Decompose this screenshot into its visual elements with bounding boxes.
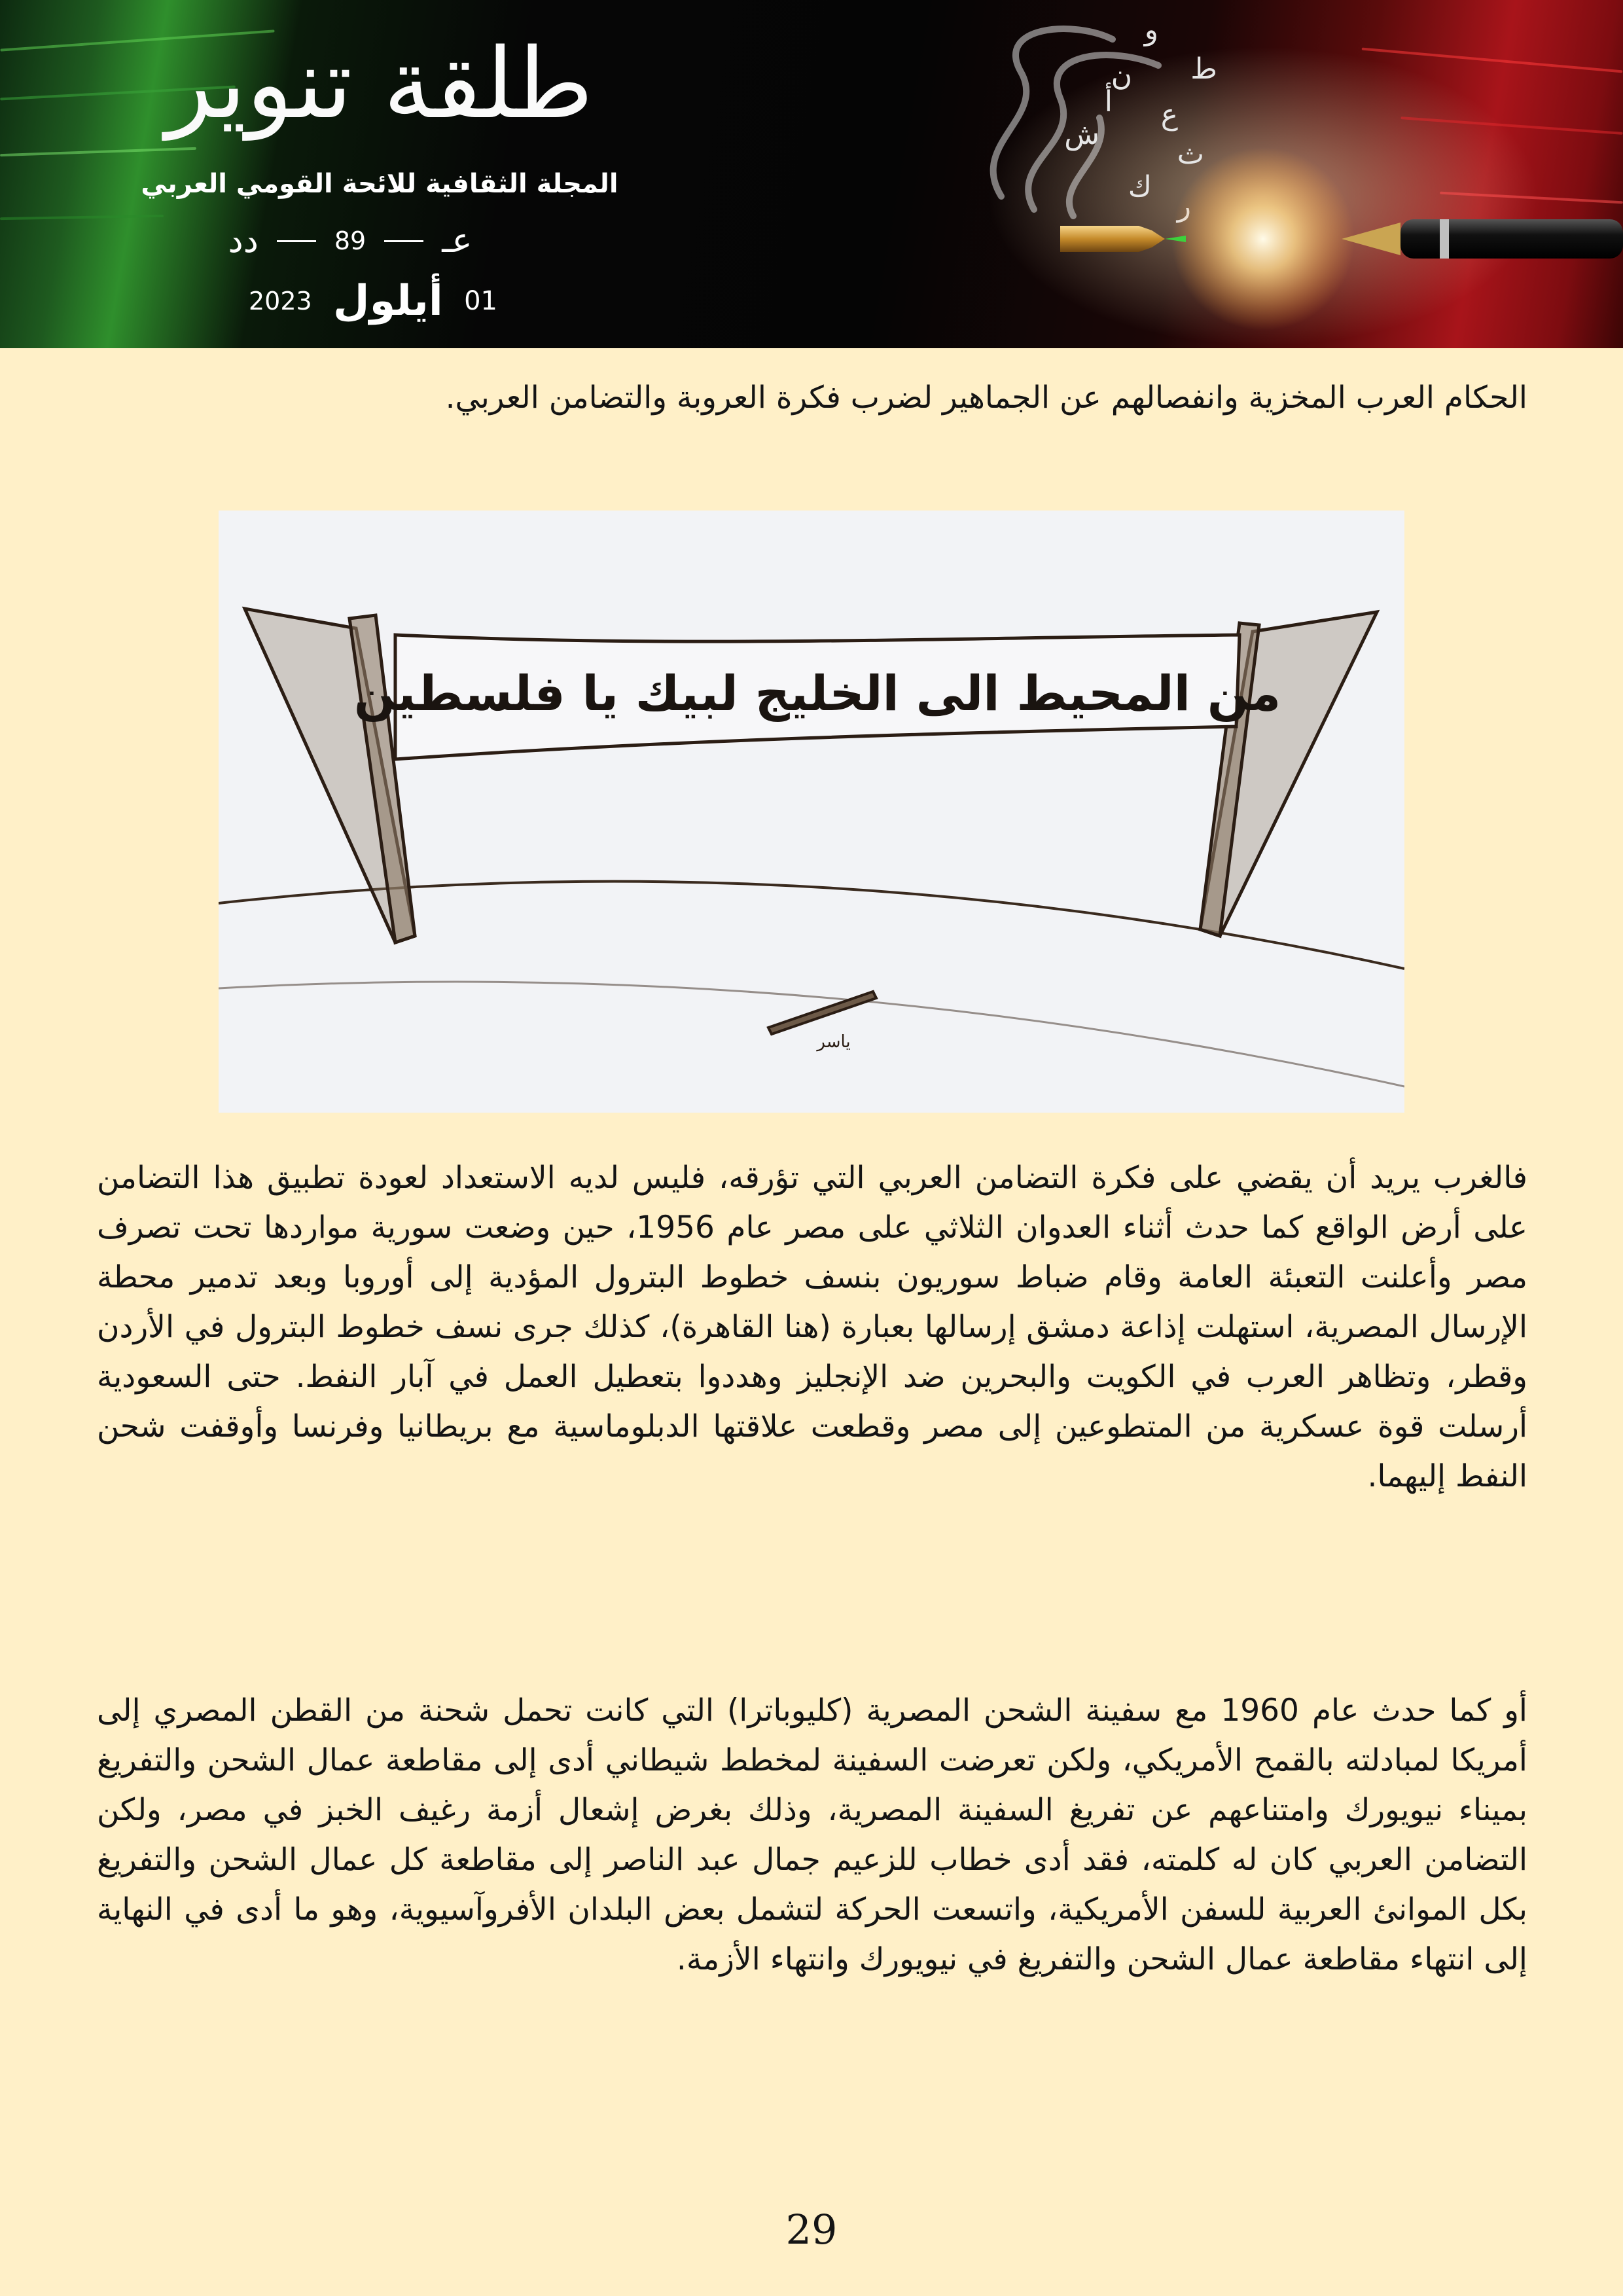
- issue-value: 89: [334, 226, 366, 255]
- svg-text:أ: أ: [1104, 85, 1113, 118]
- magazine-subtitle: المجلة الثقافية للائحة القومي العربي: [141, 169, 618, 199]
- article-paragraph: فالغرب يريد أن يقضي على فكرة التضامن العربي التي تؤرقه، فليس لديه الاستعداد لعودة تطبيق هذا التضامن على أرض الواقع كما حدث أثناء العدوان الثلاثي على مصر عام 1956، حين وضعت سورية مواردها تحت تصرف مصر وأعلنت التعبئة العامة وقام ضباط سوريون بنسف خطوط البترول المؤدية إلى أوروبا وبعد تدمير محطة الإرسال المصرية، استهلت إذاعة دمشق إرسالها بعبارة (هنا القاهرة)، كذلك جرى نسف خطوط البترول في الأردن وقطر، وتظاهر العرب في الكويت والبحرين ضد الإنجليز وهددوا بتعطيل العمل في آبار النفط. حتى السعودية أرسلت قوة عسكرية من المتطوعين إلى مصر وقطعت علاقتها الدبلوماسية مع بريطانيا وفرنسا وأوقفت شحن النفط إليهما.: [97, 1160, 1528, 1494]
- date-day: 01: [464, 286, 497, 316]
- svg-text:ث: ث: [1177, 137, 1204, 171]
- svg-text:ش: ش: [1064, 118, 1099, 151]
- svg-text:و: و: [1144, 13, 1158, 46]
- banner-slogan: من المحيط الى الخليج لبيك يا فلسطين: [353, 666, 1281, 722]
- bullet-icon: [1060, 226, 1186, 252]
- issue-divider: [277, 240, 316, 242]
- muzzle-flash: [1171, 147, 1355, 331]
- header-artwork: [942, 0, 1623, 348]
- magazine-title: طلقة تنوير: [166, 27, 594, 140]
- green-streak: [0, 215, 164, 220]
- svg-text:ع: ع: [1160, 98, 1178, 132]
- date-month: أيلول: [333, 277, 443, 325]
- artist-signature: ياسر: [817, 1032, 851, 1052]
- header-banner: [0, 0, 1623, 348]
- cartoon-image: [219, 511, 1404, 1113]
- ground-line: [219, 982, 1404, 1086]
- issue-date: [249, 275, 497, 327]
- issue-prefix: عـ: [442, 221, 473, 260]
- page-number: 29: [785, 2206, 838, 2253]
- svg-text:ك: ك: [1128, 170, 1152, 204]
- article-paragraph: أو كما حدث عام 1960 مع سفينة الشحن المصرية (كليوباترا) التي كانت تحمل شحنة من القطن المصري إلى أمريكا لمبادلته بالقمح الأمريكي، ولكن تعرضت السفينة لمخطط شيطاني أدى إلى مقاطعة عمال الشحن والتفريغ بميناء نيويورك وامتناعهم عن تفريغ السفينة المصرية، وذلك بغرض إشعال أزمة رغيف الخبز في مصر، ولكن التضامن العربي كان له كلمته، فقد أدى خطاب للزعيم جمال عبد الناصر إلى مقاطعة كل عمال الشحن والتفريغ بكل الموانئ العربية للسفن الأمريكية، واتسعت الحركة لتشمل بعض البلدان الأفروآسيوية، وهو ما أدى في النهاية إلى انتهاء مقاطعة عمال الشحن والتفريغ في نيويورك وانتهاء الأزمة.: [97, 1693, 1527, 1977]
- svg-text:ط: ط: [1190, 52, 1217, 86]
- issue-suffix: دد: [228, 221, 259, 260]
- cartoon-drawing: [219, 511, 1404, 1113]
- fountain-pen-icon: [1342, 219, 1623, 259]
- article-paragraph: الحكام العرب المخزية وانفصالهم عن الجماهير لضرب فكرة العروبة والتضامن العربي.: [445, 380, 1527, 416]
- svg-text:ن: ن: [1111, 59, 1132, 92]
- issue-divider: [384, 240, 423, 242]
- green-streak: [0, 147, 196, 156]
- date-year: 2023: [249, 287, 312, 315]
- issue-number: [196, 216, 504, 266]
